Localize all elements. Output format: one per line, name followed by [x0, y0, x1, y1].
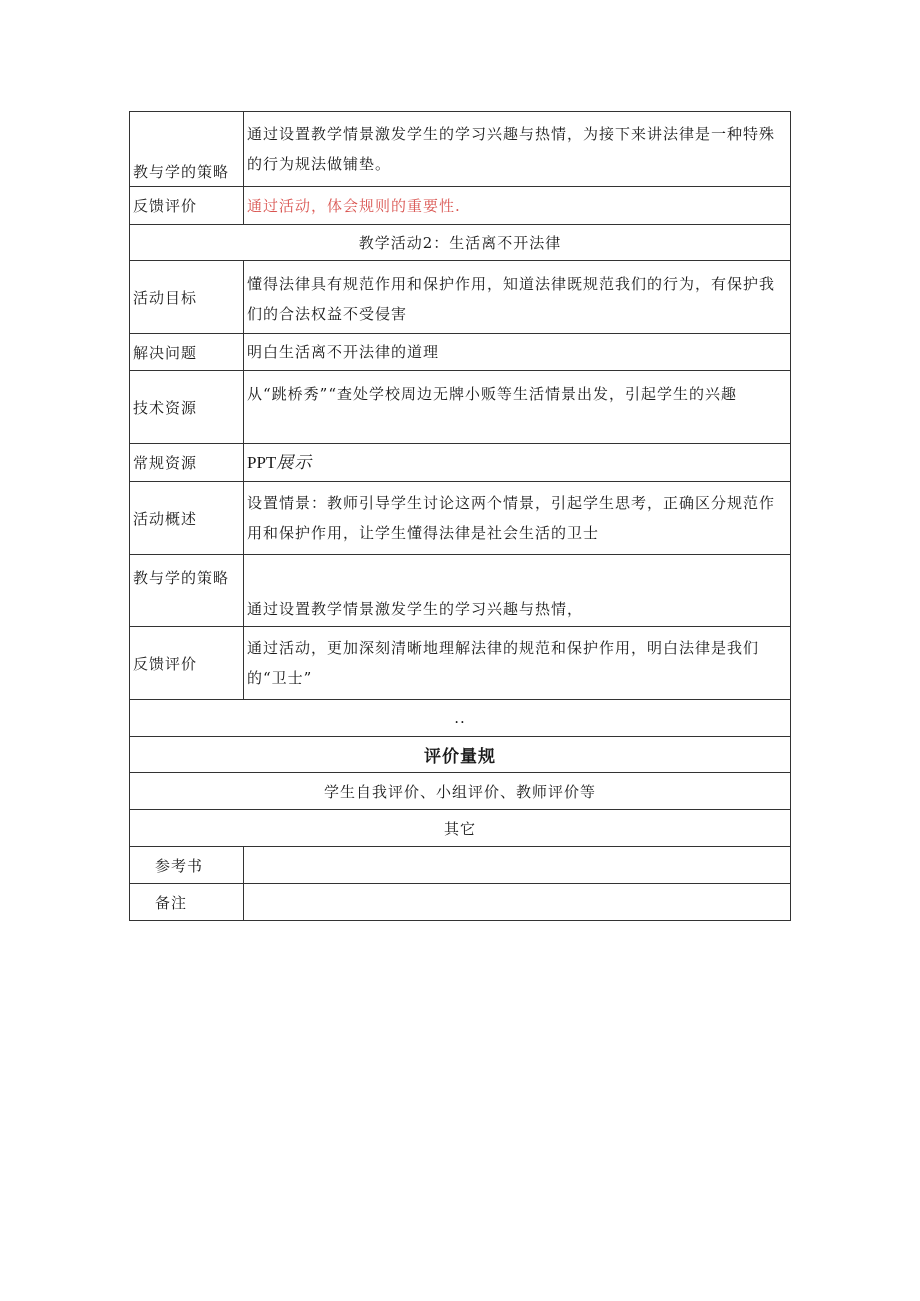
strategy-row-2 [130, 555, 791, 627]
feedback-label-2: 反馈评价 [130, 627, 244, 700]
other-title-row [130, 810, 791, 847]
activity2-title: 教学活动2：生活离不开法律 [130, 225, 791, 261]
feedback-row-2 [130, 627, 791, 700]
problem-row [130, 334, 791, 371]
strategy-text-1: 通过设置教学情景激发学生的学习兴趣与热情，为接下来讲法律是一种特殊的行为规法做铺垫。 [244, 112, 791, 187]
activity2-title-row [130, 225, 791, 261]
rubric-text: 学生自我评价、小组评价、教师评价等 [130, 773, 791, 810]
overview-row [130, 482, 791, 555]
feedback-row-1 [130, 187, 791, 225]
strategy-row-1 [130, 112, 791, 187]
feedback-text-1: 通过活动，体会规则的重要性. [244, 187, 791, 225]
feedback-text-2: 通过活动，更加深刻清晰地理解法律的规范和保护作用，明白法律是我们的“卫士” [244, 627, 791, 700]
goal-row [130, 261, 791, 334]
rubric-title-row [130, 737, 791, 773]
rubric-title: 评价量规 [130, 737, 791, 773]
regular-row [130, 444, 791, 482]
tech-text: 从“跳桥秀”“查处学校周边无牌小贩等生活情景出发，引起学生的兴趣 [244, 371, 791, 444]
regular-text [244, 444, 791, 482]
dots-text: .. [130, 700, 791, 737]
strategy-label-2: 教与学的策略 [130, 555, 244, 627]
problem-label: 解决问题 [130, 334, 244, 371]
ppt-text: PPT [247, 452, 277, 472]
problem-text: 明白生活离不开法律的道理 [244, 334, 791, 371]
rubric-text-row [130, 773, 791, 810]
overview-text: 设置情景：教师引导学生讨论这两个情景，引起学生思考，正确区分规范作用和保护作用，让学生懂得法律是社会生活的卫士 [244, 482, 791, 555]
notes-label: 备注 [130, 884, 244, 921]
lesson-plan-table [129, 111, 791, 921]
reference-value [244, 847, 791, 884]
tech-row [130, 371, 791, 444]
strategy-label-1: 教与学的策略 [130, 112, 244, 187]
goal-text: 懂得法律具有规范作用和保护作用，知道法律既规范我们的行为，有保护我们的合法权益不受侵害 [244, 261, 791, 334]
display-text: 展示 [276, 452, 313, 473]
strategy-text-2: 通过设置教学情景激发学生的学习兴趣与热情， [244, 555, 791, 627]
dots-row [130, 700, 791, 737]
reference-label: 参考书 [130, 847, 244, 884]
goal-label: 活动目标 [130, 261, 244, 334]
reference-row [130, 847, 791, 884]
notes-value [244, 884, 791, 921]
tech-label: 技术资源 [130, 371, 244, 444]
notes-row [130, 884, 791, 921]
other-title: 其它 [130, 810, 791, 847]
feedback-label-1: 反馈评价 [130, 187, 244, 225]
overview-label: 活动概述 [130, 482, 244, 555]
regular-label: 常规资源 [130, 444, 244, 482]
